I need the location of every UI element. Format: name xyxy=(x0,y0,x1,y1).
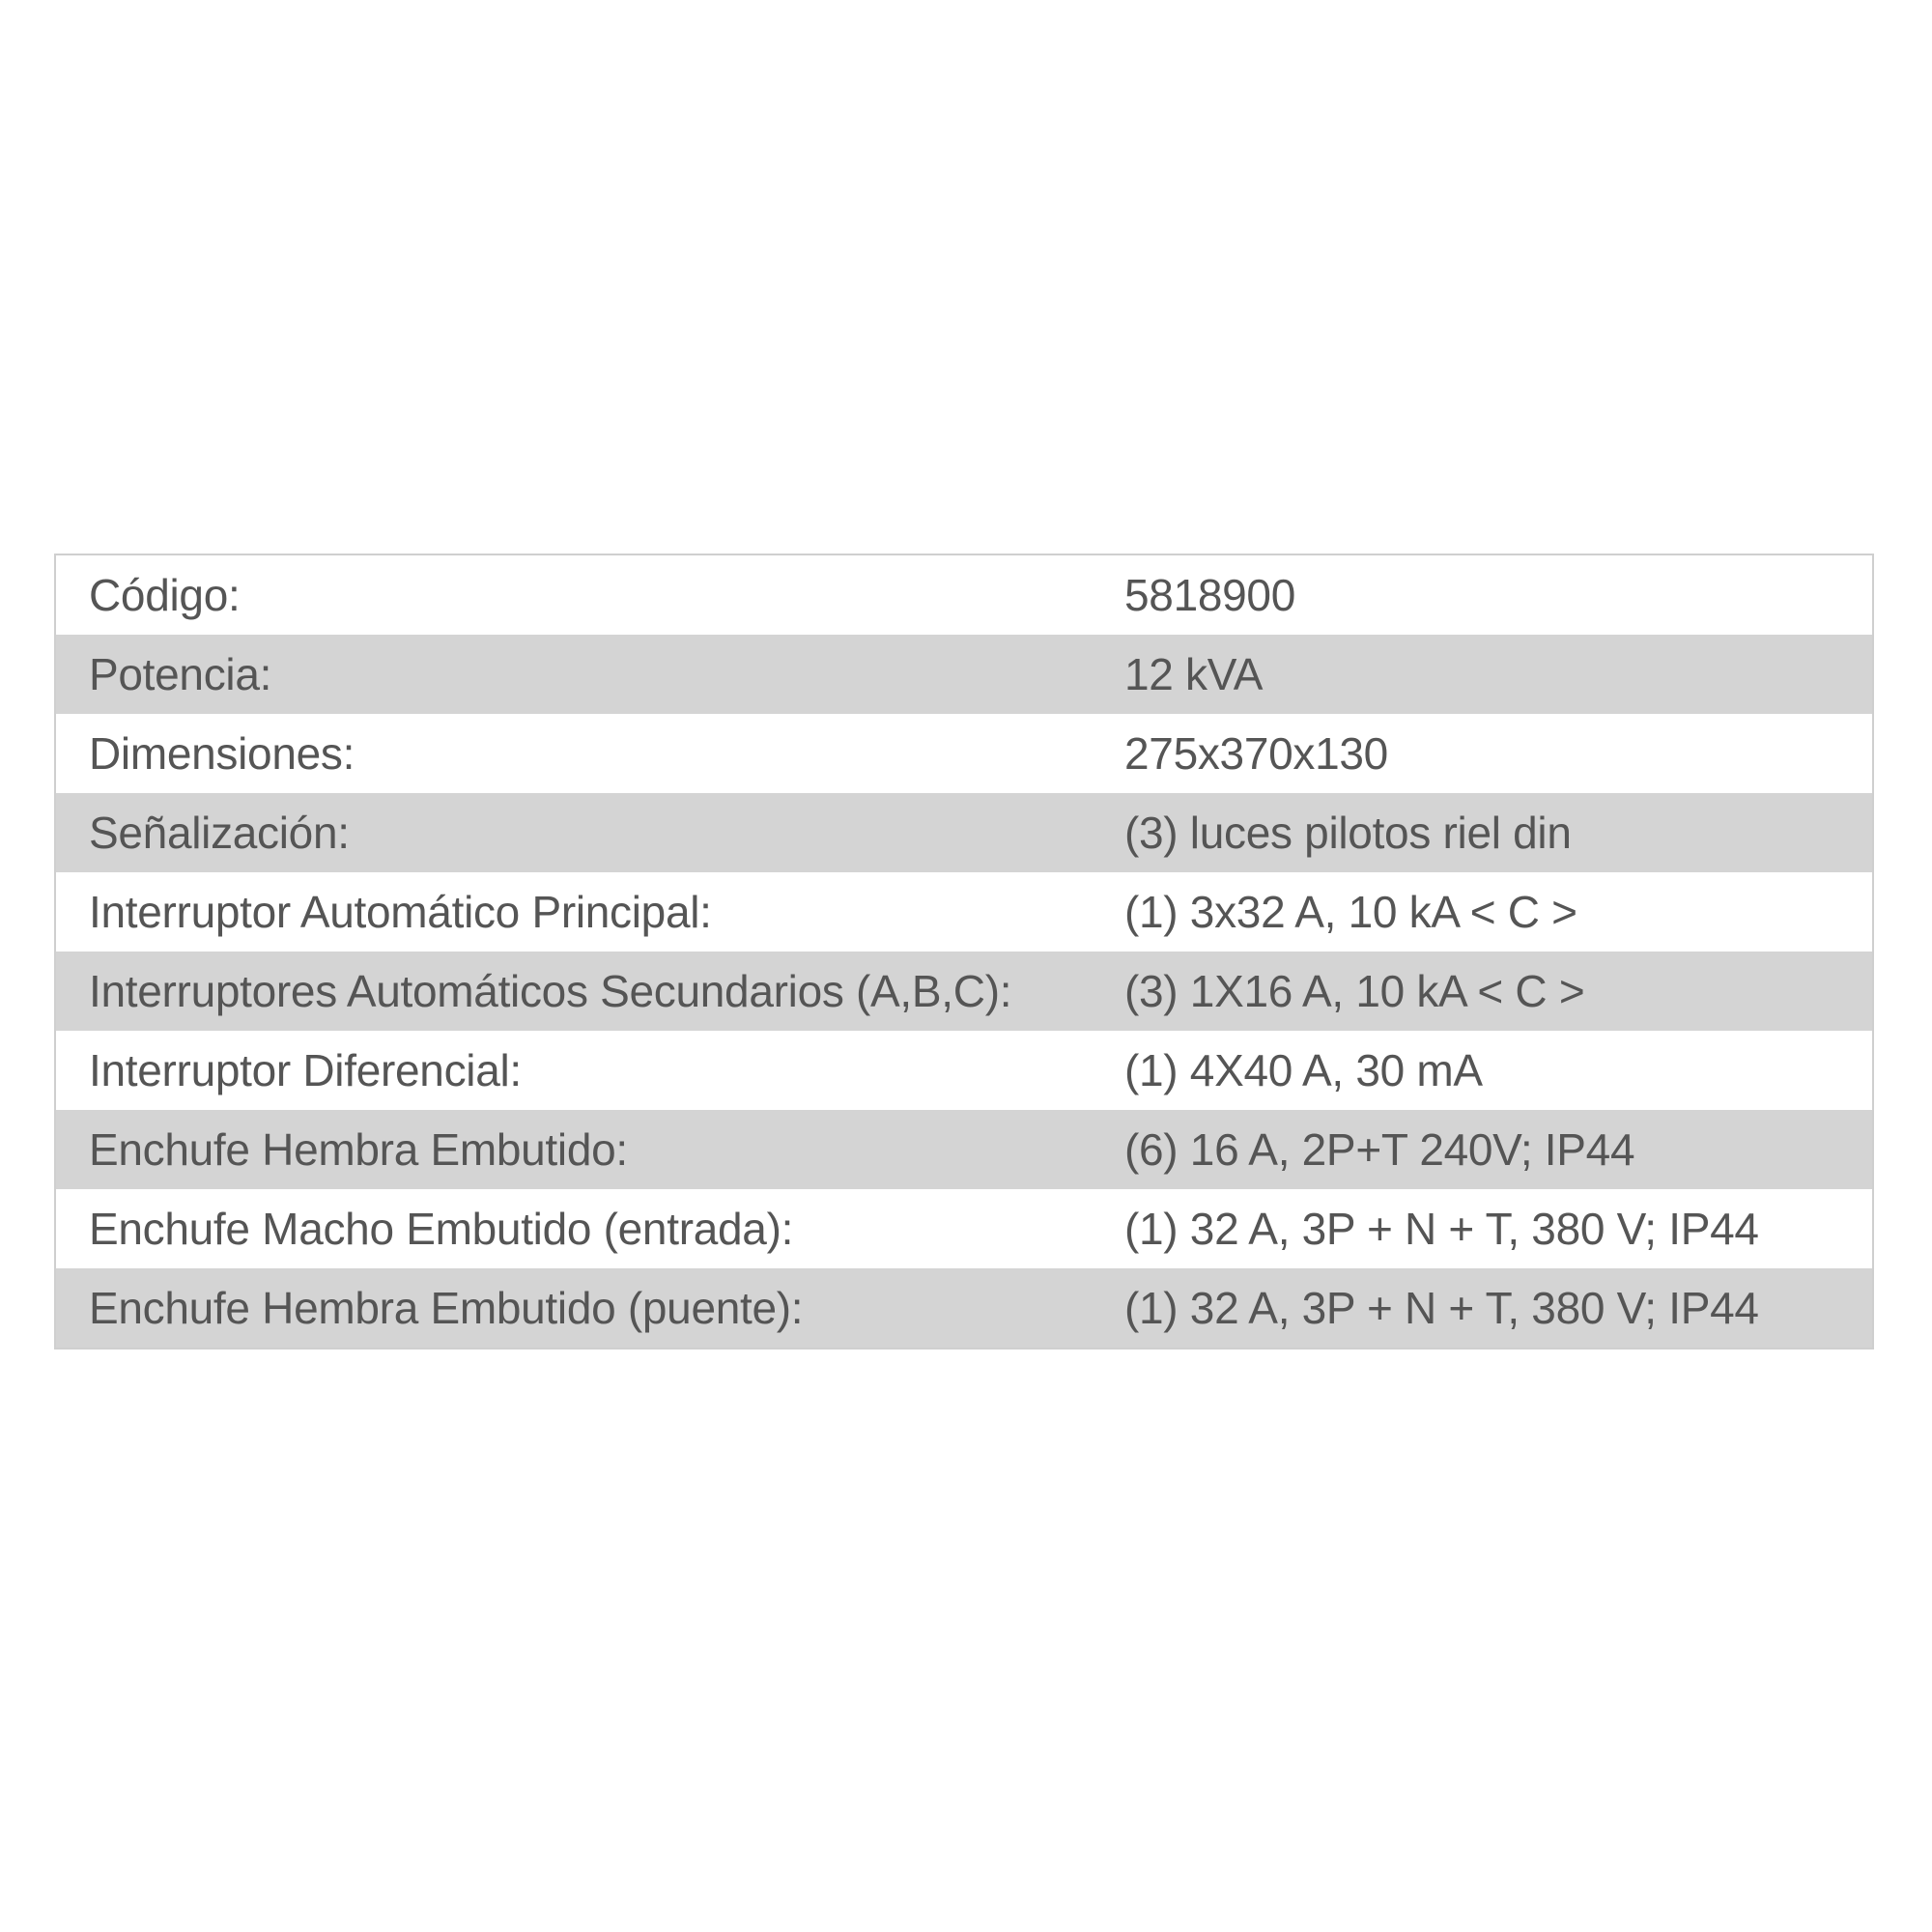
spec-row-enchufe-hembra xyxy=(56,1110,1872,1189)
spec-row-codigo xyxy=(56,555,1872,635)
spec-label: Interruptor Automático Principal: xyxy=(89,887,712,937)
spec-value: (3) luces pilotos riel din xyxy=(1124,808,1572,858)
spec-value: (6) 16 A, 2P+T 240V; IP44 xyxy=(1124,1124,1635,1175)
spec-row-interruptor-diferencial xyxy=(56,1031,1872,1110)
spec-label: Interruptores Automáticos Secundarios (A,B,C): xyxy=(89,966,1012,1016)
spec-label: Código: xyxy=(89,570,241,620)
spec-label: Enchufe Hembra Embutido: xyxy=(89,1124,628,1175)
spec-label: Señalización: xyxy=(89,808,350,858)
spec-label: Enchufe Macho Embutido (entrada): xyxy=(89,1204,794,1254)
spec-value: (1) 4X40 A, 30 mA xyxy=(1124,1045,1483,1095)
spec-label: Interruptor Diferencial: xyxy=(89,1045,522,1095)
spec-label: Potencia: xyxy=(89,649,272,699)
spec-value: (1) 3x32 A, 10 kA < C > xyxy=(1124,887,1577,937)
spec-row-potencia xyxy=(56,635,1872,714)
spec-row-interruptor-principal xyxy=(56,872,1872,952)
spec-value: (1) 32 A, 3P + N + T, 380 V; IP44 xyxy=(1124,1283,1759,1333)
spec-label: Enchufe Hembra Embutido (puente): xyxy=(89,1283,804,1333)
spec-table xyxy=(54,554,1874,1350)
spec-value: (3) 1X16 A, 10 kA < C > xyxy=(1124,966,1585,1016)
spec-value: 12 kVA xyxy=(1124,649,1264,699)
spec-row-enchufe-hembra-puente xyxy=(56,1268,1872,1348)
spec-row-enchufe-macho-entrada xyxy=(56,1189,1872,1268)
spec-label: Dimensiones: xyxy=(89,728,355,779)
spec-value: (1) 32 A, 3P + N + T, 380 V; IP44 xyxy=(1124,1204,1759,1254)
spec-row-senalizacion xyxy=(56,793,1872,872)
spec-row-interruptores-secundarios xyxy=(56,952,1872,1031)
spec-value: 5818900 xyxy=(1124,570,1295,620)
spec-row-dimensiones xyxy=(56,714,1872,793)
spec-value: 275x370x130 xyxy=(1124,728,1388,779)
